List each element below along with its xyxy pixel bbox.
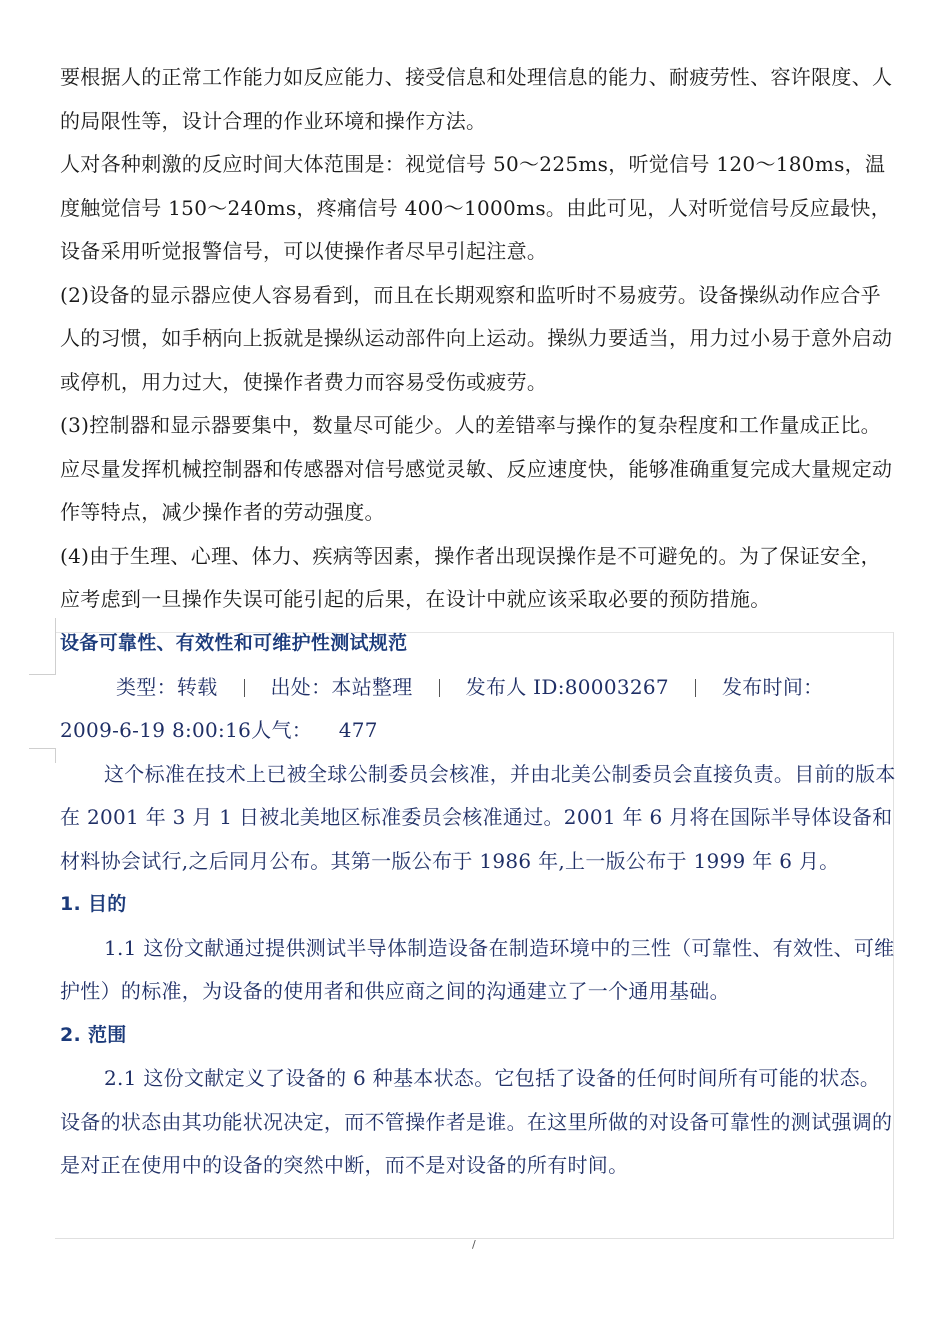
article-intro-paragraph: 这个标准在技术上已被全球公制委员会核准，并由北美公制委员会直接负责。目前的版本在 2001 年 3 月 1 日被北美地区标准委员会核准通过。2001 年 6 月将在国际半导体设备和材料协会试行,之后同月公布。其第一版公布于 1986 年,上一版公布于 1999 年 6 月。 (60, 761, 896, 873)
intro-paragraph-4: (3)控制器和显示器要集中，数量尽可能少。人的差错率与操作的复杂程度和工作量成正比。应尽量发挥机械控制器和传感器对信号感觉灵敏、反应速度快，能够准确重复完成大量规定动作等特点，减少操作者的劳动强度。 (60, 413, 893, 524)
meta-popularity-label: 人气： (251, 718, 313, 742)
meta-source: 出处：本站整理 (270, 674, 413, 699)
crop-mark-upper (29, 618, 56, 675)
crop-mark-lower (29, 748, 56, 763)
intro-section (60, 56, 896, 622)
intro-paragraph-2: 人对各种刺激的反应时间大体范围是：视觉信号 50～225ms，听觉信号 120～180ms，温度触觉信号 150～240ms，疼痛信号 400～1000ms。由此可见，人对听觉信号反应最快，设备采用听觉报警信号，可以使操作者尽早引起注意。 (60, 152, 891, 263)
section-1-paragraph: 1.1 这份文献通过提供测试半导体制造设备在制造环境中的三性（可靠性、有效性、可维护性）的标准，为设备的使用者和供应商之间的沟通建立了一个通用基础。 (60, 935, 895, 1003)
page-mark: / (472, 1238, 476, 1251)
meta-type: 类型：转载 (116, 674, 218, 699)
section-1-heading: 1. 目的 (60, 893, 127, 915)
meta-popularity-value: 477 (338, 718, 378, 742)
article-title: 设备可靠性、有效性和可维护性测试规范 (60, 632, 408, 654)
article-body (60, 622, 896, 1188)
intro-paragraph-1: 要根据人的正常工作能力如反应能力、接受信息和处理信息的能力、耐疲劳性、容许限度、人的局限性等，设计合理的作业环境和操作方法。 (60, 65, 893, 133)
meta-separator (439, 679, 440, 697)
meta-separator (244, 679, 245, 697)
meta-publisher: 发布人 ID:80003267 (465, 674, 669, 699)
section-2-heading: 2. 范围 (60, 1023, 127, 1046)
section-2-paragraph: 2.1 这份文献定义了设备的 6 种基本状态。它包括了设备的任何时间所有可能的状态。设备的状态由其功能状况决定，而不管操作者是谁。在这里所做的对设备可靠性的测试强调的是对正在使用中的设备的突然中断，而不是对设备的所有时间。 (60, 1066, 893, 1177)
meta-separator (695, 679, 696, 697)
intro-paragraph-5: (4)由于生理、心理、体力、疾病等因素，操作者出现误操作是不可避免的。为了保证安全，应考虑到一旦操作失误可能引起的后果，在设计中就应该采取必要的预防措施。 (60, 543, 881, 611)
meta-time-value: 2009-6-19 8:00:16 (60, 718, 252, 742)
article-meta-line-2 (60, 709, 896, 753)
meta-time-label: 发布时间： (721, 674, 824, 699)
article-meta (60, 666, 896, 710)
intro-paragraph-3: (2)设备的显示器应使人容易看到，而且在长期观察和监听时不易疲劳。设备操纵动作应合乎人的习惯，如手柄向上扳就是操纵运动部件向上运动。操纵力要适当，用力过小易于意外启动或停机，用力过大，使操作者费力而容易受伤或疲劳。 (60, 282, 893, 394)
